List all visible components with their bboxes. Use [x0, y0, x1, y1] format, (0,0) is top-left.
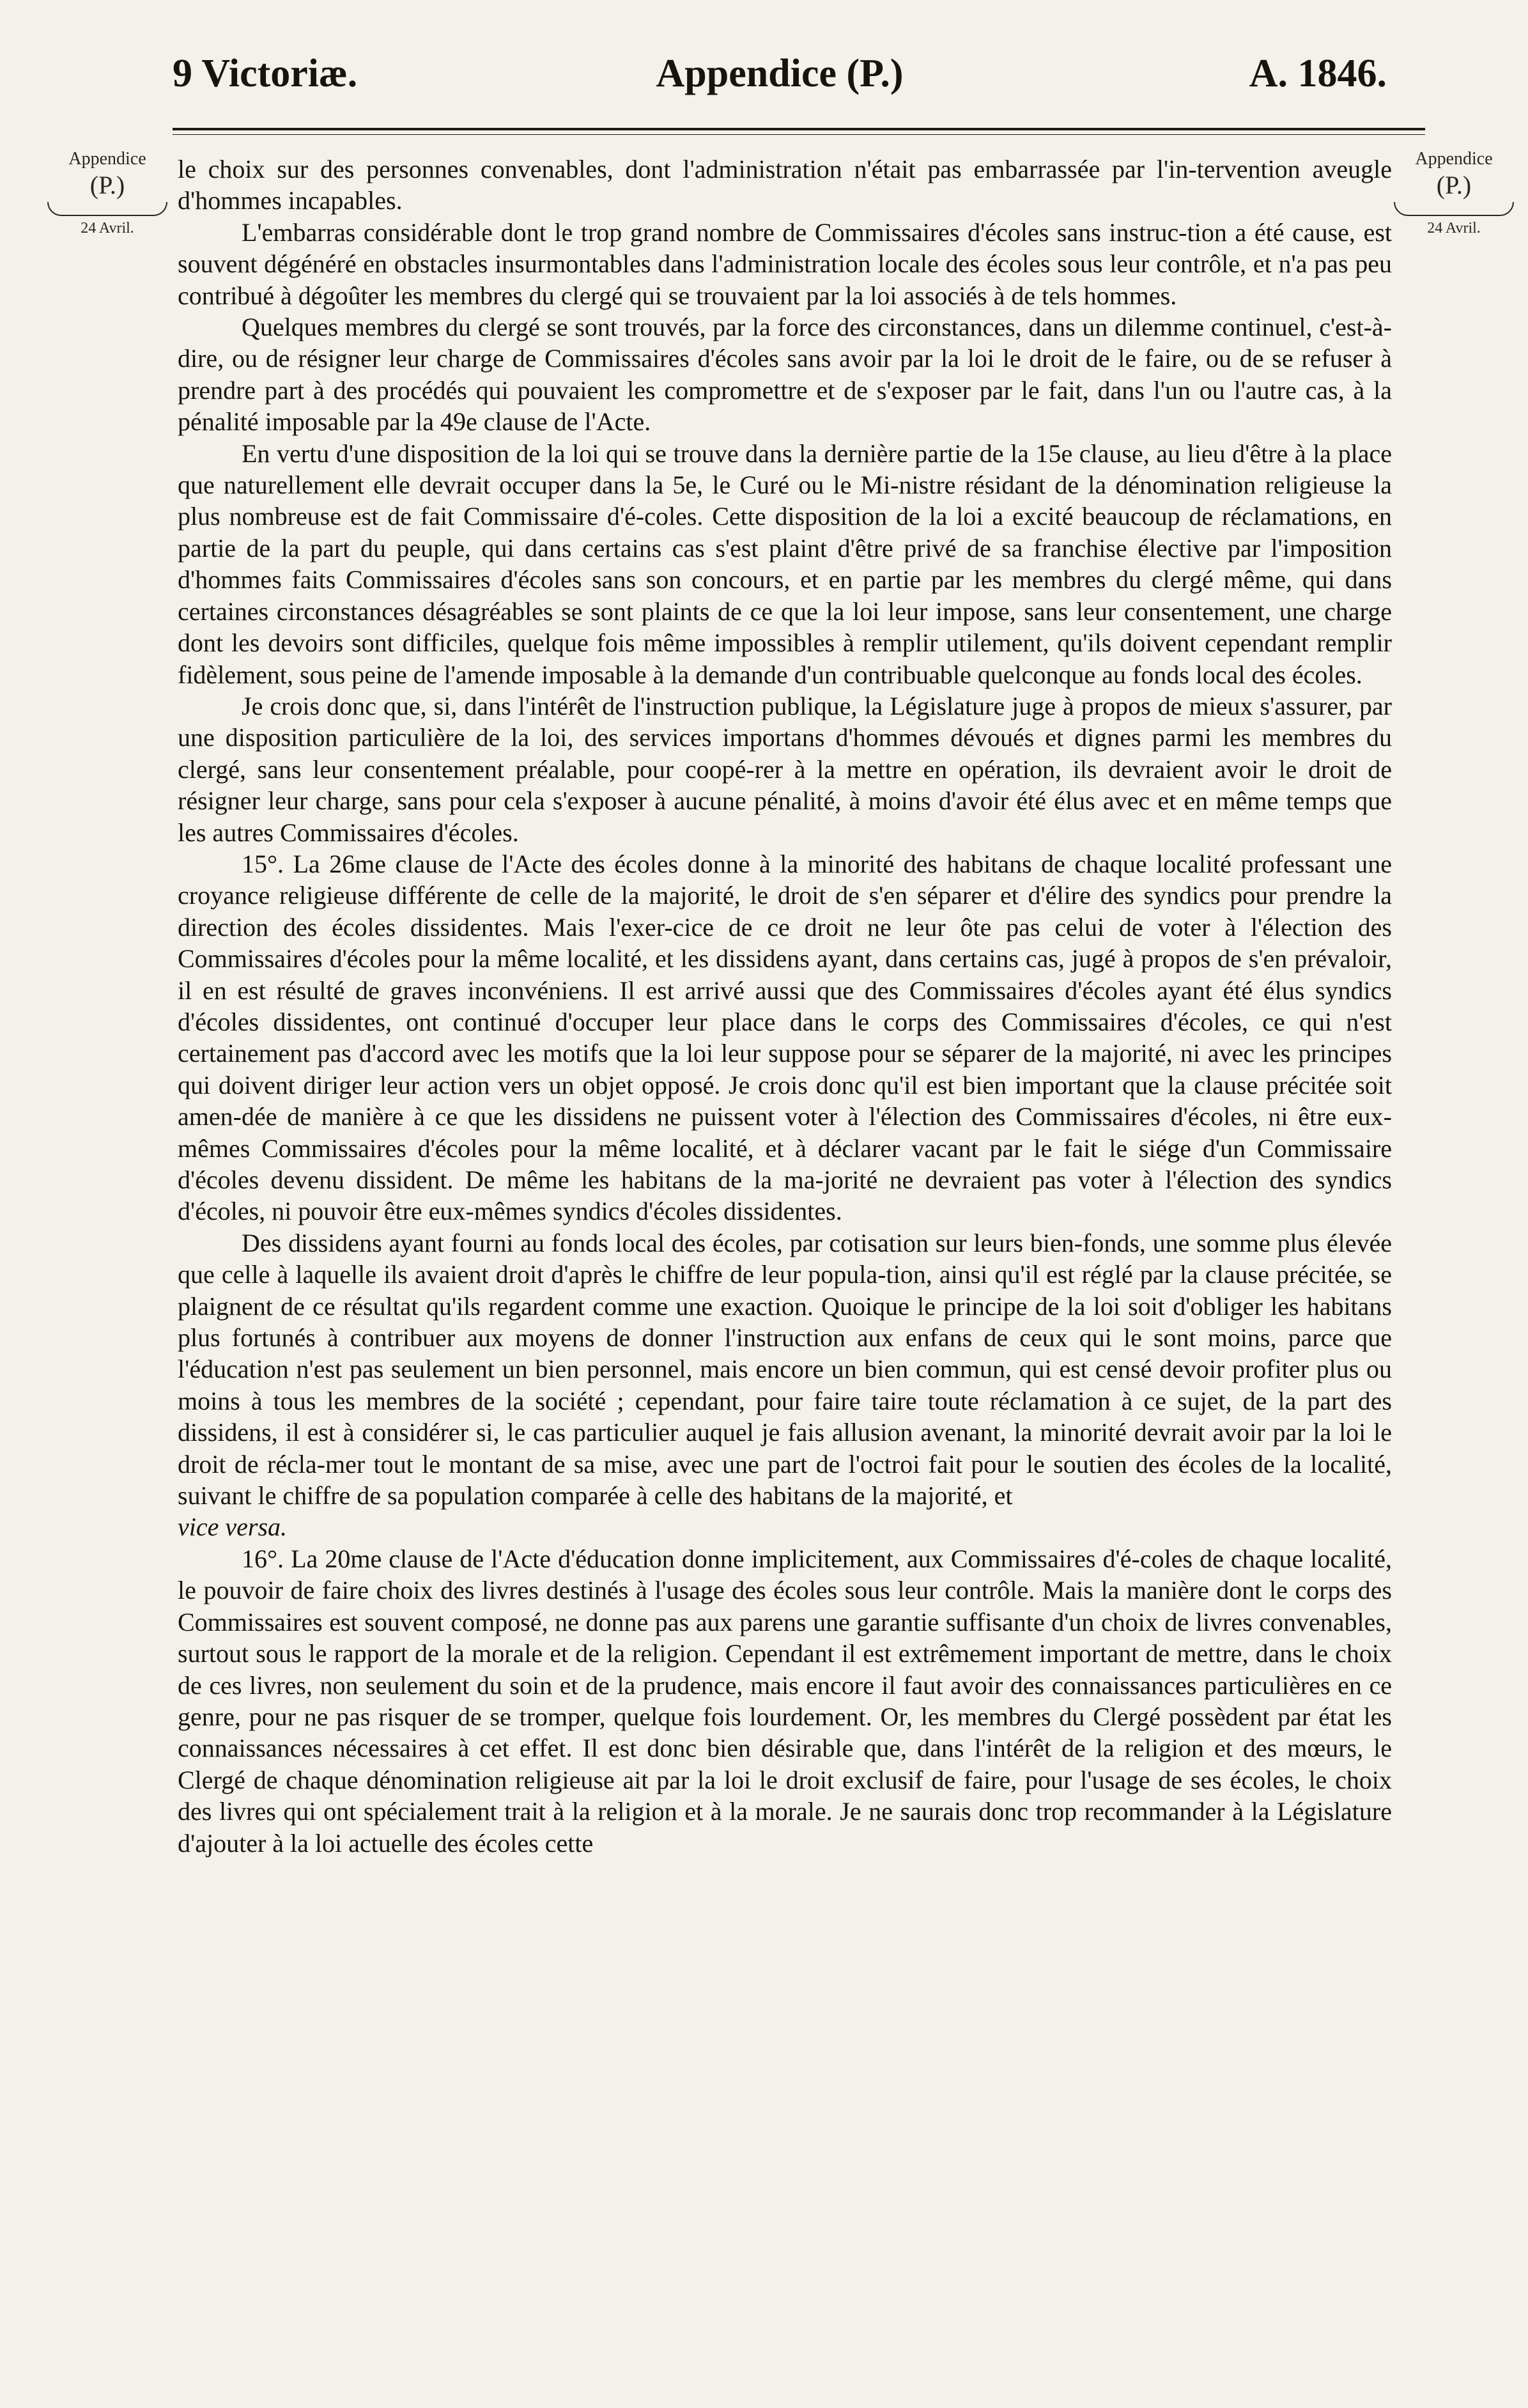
paragraph-vice-versa: vice versa. — [178, 1512, 288, 1542]
margin-note-right — [1390, 148, 1518, 238]
paragraph-dilemme: Quelques membres du clergé se sont trouvés, par la force des circonstances, dans un dilemme continuel, c'est-à-dire, ou de résigner leur charge de Commissaires d'écoles sans avoir par la loi le droit de le faire, ou de se refuser à prendre part à des procédés qui pouvaient les compromettre et de s'exposer par le fait, dans l'un ou l'autre cas, à la pénalité imposable par la 49e clause de l'Acte. — [178, 313, 1392, 437]
margin-left-brace — [47, 202, 167, 216]
margin-left-letter: (P.) — [89, 171, 125, 199]
page-header — [173, 38, 1387, 109]
margin-right-letter: (P.) — [1436, 171, 1472, 199]
header-appendix-title: Appendice (P.) — [656, 52, 904, 95]
header-rule — [173, 128, 1425, 130]
header-session: 9 Victoriæ. — [173, 52, 358, 95]
margin-right-brace — [1394, 202, 1514, 216]
paragraph-embarras: L'embarras considérable dont le trop grand nombre de Commissaires d'écoles sans instruc-tion a été cause, est souvent dégénéré en obstacles insurmontables dans l'administration locale des écoles sous leur contrôle, et n'a pas peu contribué à dégoûter les membres du clergé qui se trouvaient par la loi associés à de tels hommes. — [178, 217, 1392, 310]
paragraph-section-15: 15°. La 26me clause de l'Acte des écoles donne à la minorité des habitans de chaque localité professant une croyance religieuse différente de celle de la majorité, le droit de s'en séparer et d'élire des syndics pour prendre la direction des écoles dissidentes. Mais l'exer-cice de ce droit ne leur ôte pas celui de voter à l'élection des Commissaires d'écoles pour la même localité, et les dissidens ayant, dans certains cas, jugé à propos de s'en prévaloir, il en est résulté de graves inconvéniens. Il est arrivé aussi que des Commissaires d'écoles ayant été élus syndics d'écoles dissidentes, ont continué d'occuper leur place dans le corps des Commissaires d'écoles, ce qui n'est certainement pas d'accord avec les motifs que la loi leur suppose pour se séparer de la majorité, ni avec les principes qui doivent diriger leur action vers un objet opposé. Je crois donc qu'il est bien important que la clause précitée soit amen-dée de manière à ce que les dissidens ne puissent voter à l'élection des Commissaires d'écoles, ni être eux-mêmes Commissaires d'écoles pour la même localité, et à déclarer vacant par le fait le siége d'un Commissaire d'écoles devenu dissident. De même les habitans de la ma-jorité ne devraient pas voter à l'élection des syndics d'écoles, ni pouvoir être eux-mêmes syndics d'écoles dissidentes. — [178, 849, 1392, 1226]
margin-right-title: Appendice — [1415, 149, 1493, 169]
header-rule-thin — [173, 134, 1425, 135]
paragraph-continuation: le choix sur des personnes convenables, dont l'administration n'était pas embarrassée par l'in-tervention aveugle d'hommes incapables. — [178, 155, 1392, 215]
body-text — [178, 153, 1392, 1859]
paragraph-clause-15e: En vertu d'une disposition de la loi qui se trouve dans la dernière partie de la 15e clause, au lieu d'être à la place que naturellement elle devrait occuper dans la 5e, le Curé ou le Mi-nistre résidant de la dénomination religieuse la plus nombreuse est de fait Commissaire d'é-coles. Cette disposition de la loi a excité beaucoup de réclamations, en partie de la part du peuple, qui dans certains cas s'est plaint d'être privé de sa franchise élective par l'imposition d'hommes faits Commissaires d'écoles sans son concours, et en partie par les membres du clergé même, qui dans certaines circonstances désagréables se sont plaints de ce que la loi leur impose, sans leur consentement, une charge dont les devoirs sont difficiles, quelque fois même impossibles à remplir utilement, qu'ils doivent cependant remplir fidèlement, sous peine de l'amende imposable à la demande d'un contribuable quelconque au fonds local des écoles. — [178, 439, 1392, 689]
paragraph-je-crois: Je crois donc que, si, dans l'intérêt de l'instruction publique, la Législature juge à propos de mieux s'assurer, par une disposition particulière de la loi, des services importans d'hommes dévoués et dignes parmi les membres du clergé, sans leur consentement préalable, pour coopé-rer à la mettre en opération, ils devraient avoir le droit de résigner leur charge, sans pour cela s'exposer à aucune pénalité, à moins d'avoir été élus avec et en même temps que les autres Commissaires d'écoles. — [178, 691, 1392, 847]
margin-left-title: Appendice — [68, 149, 146, 169]
header-year: A. 1846. — [1249, 52, 1387, 95]
paragraph-section-16: 16°. La 20me clause de l'Acte d'éducation donne implicitement, aux Commissaires d'é-coles de chaque localité, le pouvoir de faire choix des livres destinés à l'usage des écoles sous leur contrôle. Mais la manière dont le corps des Commissaires est souvent composé, ne donne pas aux parens une garantie suffisante d'un choix de livres convenables, surtout sous le rapport de la morale et de la religion. Cependant il est extrêmement important de mettre, dans le choix de ces livres, non seulement du soin et de la prudence, mais encore il faut avoir des connaissances particulières en ce genre, pour ne pas risquer de se tromper, quelque fois lourdement. Or, les membres du Clergé possèdent par état les connaissances nécessaires à cet effet. Il est donc bien désirable que, dans l'intérêt de la religion et des mœurs, le Clergé de chaque dénomination religieuse ait par la loi le droit exclusif de faire, pour l'usage de ses écoles, le choix des livres qui ont spécialement trait à la religion et à la morale. Je ne saurais donc trop recommander à la Législature d'ajouter à la loi actuelle des écoles cette — [178, 1544, 1392, 1858]
margin-right-date: 24 Avril. — [1427, 220, 1481, 237]
margin-left-date: 24 Avril. — [81, 220, 134, 237]
margin-note-left — [43, 148, 171, 238]
paragraph-dissidens: Des dissidens ayant fourni au fonds local des écoles, par cotisation sur leurs bien-fonds, une somme plus élevée que celle à laquelle ils avaient droit d'après le chiffre de leur popula-tion, ainsi qu'il est réglé par la clause précitée, se plaignent de ce résultat qu'ils regardent comme une exaction. Quoique le principe de la loi soit d'obliger les habitans plus fortunés à contribuer aux moyens de donner l'instruction aux enfans de ceux qui le sont moins, parce que l'éducation n'est pas seulement un bien personnel, mais encore un bien commun, qui est censé devoir profiter plus ou moins à tous les membres de la société ; cependant, pour faire taire toute réclamation à ce sujet, de la part des dissidens, il est à considérer si, le cas particulier auquel je fais allusion avenant, la minorité devrait avoir par la loi le droit de récla-mer tout le montant de sa mise, avec une part de l'octroi fait pour le soutien des écoles de la localité, suivant le chiffre de sa population comparée à celle des habitans de la majorité, et — [178, 1228, 1392, 1511]
